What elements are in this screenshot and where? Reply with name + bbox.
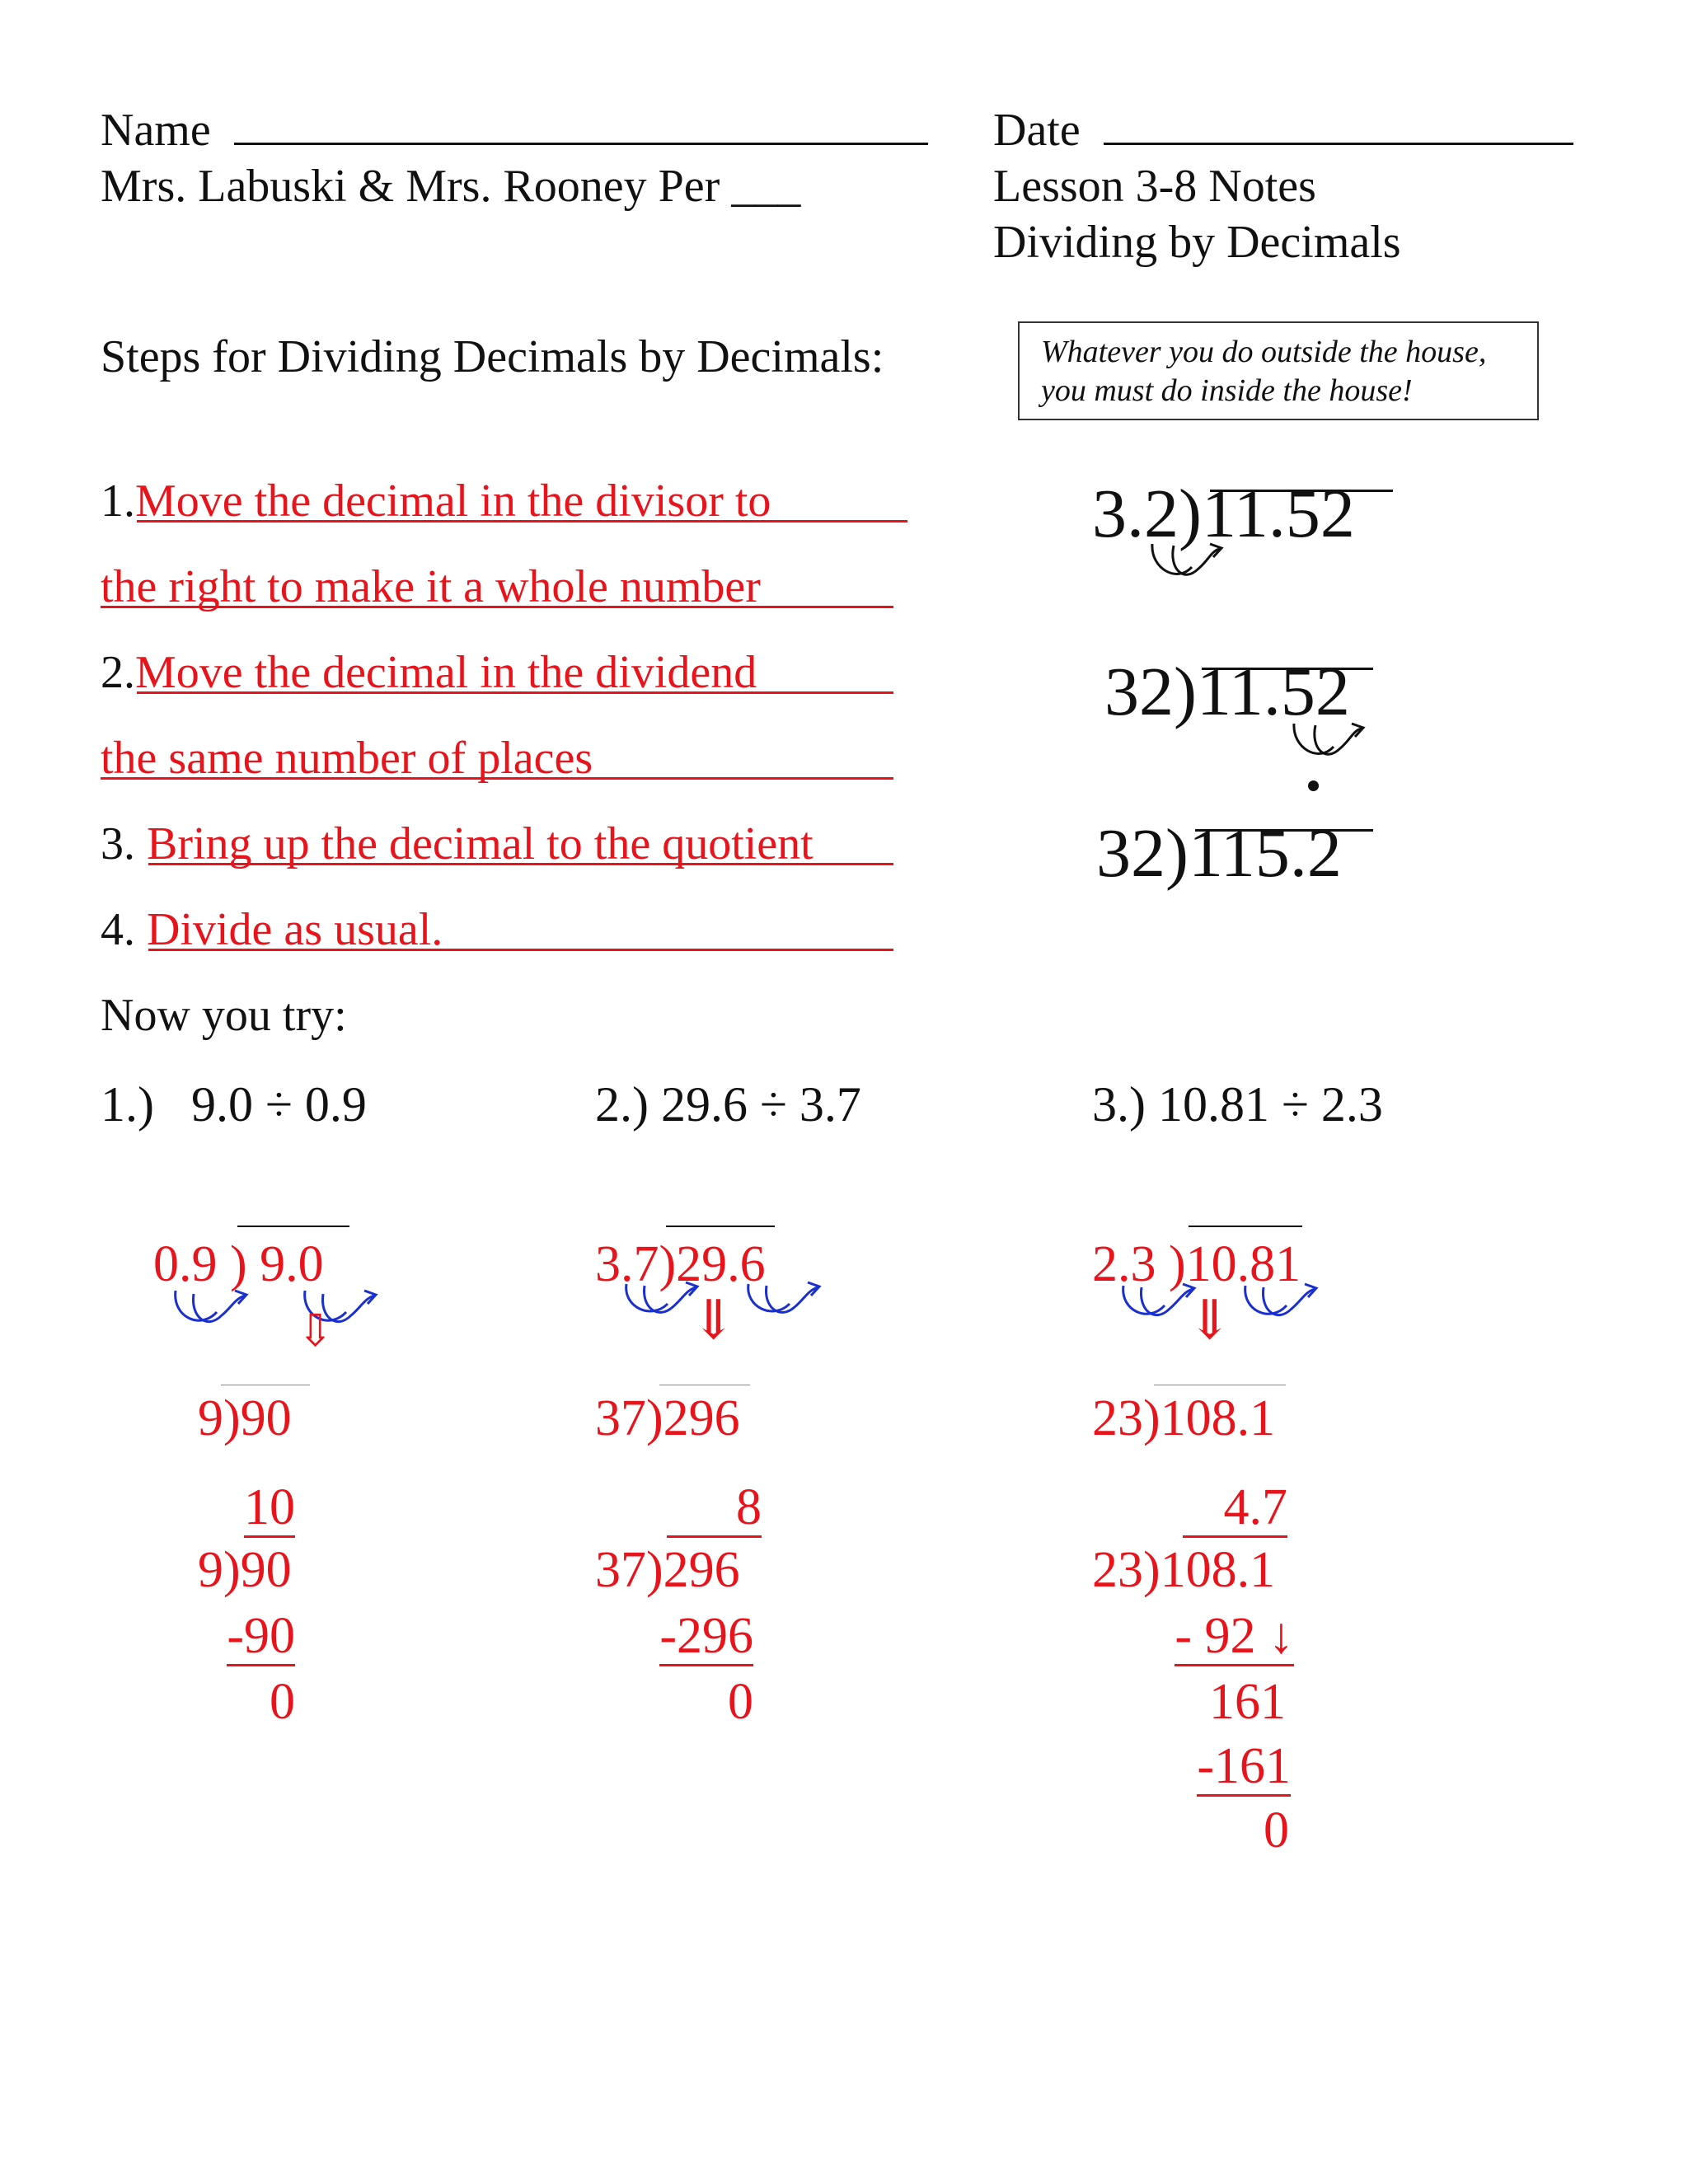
step-text: Divide as usual. (147, 904, 443, 955)
problem-3-subtract: - 92 ↓ (1137, 1610, 1294, 1661)
problem-1-setup: 0.9 ) 9.0 (153, 1236, 324, 1292)
down-arrow-icon: ⇓ (691, 1291, 737, 1351)
problem-2-setup: 3.7)29.6 (595, 1236, 766, 1292)
teacher-names: Mrs. Labuski & Mrs. Rooney (101, 161, 647, 212)
division-bar (237, 1226, 349, 1227)
decimal-hop-arrow (1286, 715, 1376, 765)
try-heading: Now you try: (101, 990, 347, 1041)
problem-3-division: 23)108.1 (1092, 1542, 1276, 1598)
step-text: Move the decimal in the dividend (135, 647, 757, 698)
problem-2-division: 37)296 (595, 1542, 740, 1598)
problem-3-quotient: 4.7 (1162, 1482, 1287, 1533)
down-arrow-icon: ⇩ (297, 1306, 335, 1356)
division-bar (666, 1226, 775, 1227)
period-label: Per (658, 161, 720, 212)
decimal-hop-arrow (1239, 1279, 1329, 1329)
problem-1-quotient: 10 (221, 1482, 295, 1533)
problem-2-remainder: 0 (728, 1674, 753, 1730)
problem-3-label: 3.) 10.81 ÷ 2.3 (1092, 1077, 1383, 1132)
step-1-underline (137, 520, 907, 523)
example-dividend: 115.2 (1188, 815, 1342, 892)
step-4-underline (148, 949, 893, 951)
problem-3-rewritten: 23)108.1 (1092, 1390, 1276, 1446)
problem-3-remainder-2: 0 (1264, 1802, 1289, 1858)
step-3-underline (148, 863, 893, 865)
down-arrow-icon: ⇓ (1187, 1291, 1233, 1351)
example-divisor: 32) (1104, 654, 1197, 730)
problem-1-label: 1.) 9.0 ÷ 0.9 (101, 1077, 367, 1132)
step-1 (101, 476, 771, 527)
name-blank[interactable] (234, 142, 928, 145)
problem-2-rewritten: 37)296 (595, 1390, 740, 1446)
motto-line-1: Whatever you do outside the house, (1041, 335, 1487, 369)
division-bar (1189, 1226, 1302, 1227)
example-divisor: 3.2) (1092, 476, 1202, 552)
step-number: 2. (101, 647, 135, 698)
step-text: Bring up the decimal to the quotient (147, 818, 814, 869)
name-row (101, 105, 928, 156)
example-divisor: 32) (1096, 815, 1189, 892)
problem-1-division: 9)90 (198, 1542, 292, 1598)
step-2-continued: the same number of places (101, 733, 593, 784)
problem-3-setup: 2.3 )10.81 (1092, 1236, 1301, 1292)
lesson-title: Lesson 3-8 Notes (993, 161, 1316, 212)
step-3 (101, 818, 814, 869)
step-2b-underline (101, 777, 893, 780)
lesson-topic: Dividing by Decimals (993, 217, 1401, 268)
period-blank[interactable]: ___ (731, 161, 801, 212)
quotient-decimal-point (1308, 780, 1319, 791)
step-2-underline (137, 691, 893, 694)
date-row (993, 105, 1573, 156)
problem-1-remainder: 0 (270, 1674, 295, 1730)
steps-heading: Steps for Dividing Decimals by Decimals: (101, 331, 884, 382)
teacher-row (101, 161, 801, 212)
decimal-hop-arrow (742, 1277, 832, 1327)
example-dividend: 11.52 (1196, 654, 1350, 730)
problem-3-remainder: 161 (1209, 1674, 1286, 1730)
date-blank[interactable] (1104, 142, 1573, 145)
motto-line-2: you must do inside the house! (1041, 373, 1413, 408)
decimal-hop-arrow (169, 1284, 260, 1333)
step-number: 4. (101, 904, 135, 955)
problem-1-subtract: -90 (221, 1610, 295, 1661)
problem-3-subtract-2: -161 (1154, 1741, 1291, 1792)
step-4 (101, 904, 443, 955)
problem-2-label: 2.) 29.6 ÷ 3.7 (595, 1077, 861, 1132)
problem-1-rewritten: 9)90 (198, 1390, 292, 1446)
problem-2-subtract: -296 (643, 1610, 753, 1661)
example-dividend: 11.52 (1201, 476, 1355, 552)
problem-2-quotient: 8 (651, 1482, 762, 1533)
step-text: Move the decimal in the divisor to (135, 476, 771, 527)
step-2 (101, 649, 757, 696)
division-bar (1210, 490, 1393, 492)
step-1b-underline (101, 606, 893, 608)
step-1-continued: the right to make it a whole number (101, 561, 761, 612)
name-label: Name (101, 105, 211, 156)
division-bar (1195, 829, 1373, 832)
motto-box (1018, 321, 1539, 420)
date-label: Date (993, 105, 1081, 156)
step-number: 3. (101, 818, 135, 869)
decimal-hop-arrow (1144, 536, 1235, 585)
division-bar (1202, 668, 1373, 670)
step-number: 1. (101, 476, 135, 527)
